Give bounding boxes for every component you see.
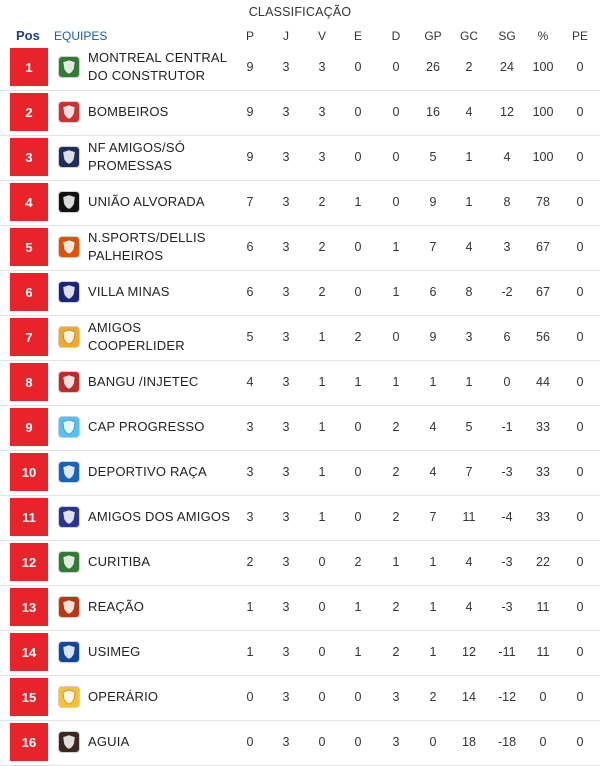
cell-goal-diff: -12: [497, 690, 517, 704]
cell-percentage: 44: [536, 375, 550, 389]
cell-wins: 1: [318, 375, 326, 389]
header-goal-diff[interactable]: SG: [498, 29, 516, 43]
team-shield-icon: [58, 641, 80, 663]
cell-games: 3: [282, 195, 290, 209]
position-badge: 15: [10, 678, 48, 716]
cell-wins: 1: [318, 465, 326, 479]
cell-points: 9: [246, 60, 254, 74]
cell-goals-against: 11: [462, 510, 476, 524]
team-shield-icon: [58, 551, 80, 573]
cell-points: 9: [246, 105, 254, 119]
cell-goal-diff: -3: [501, 600, 513, 614]
position-badge: 9: [10, 408, 48, 446]
position-badge: 16: [10, 723, 48, 761]
team-shield-icon: [58, 731, 80, 753]
cell-draws: 0: [354, 690, 362, 704]
table-row[interactable]: [0, 676, 600, 721]
cell-losses: 2: [392, 645, 400, 659]
position-badge: 8: [10, 363, 48, 401]
position-badge: 4: [10, 183, 48, 221]
cell-pe: 0: [576, 600, 584, 614]
cell-goal-diff: -2: [501, 285, 513, 299]
cell-wins: 0: [318, 600, 326, 614]
cell-games: 3: [282, 240, 290, 254]
position-badge: 11: [10, 498, 48, 536]
cell-losses: 0: [392, 150, 400, 164]
cell-draws: 1: [354, 645, 362, 659]
cell-goals-for: 5: [429, 150, 437, 164]
cell-pe: 0: [576, 555, 584, 569]
cell-games: 3: [282, 465, 290, 479]
cell-percentage: 56: [536, 330, 550, 344]
team-name[interactable]: REAÇÃO: [88, 599, 145, 614]
cell-losses: 2: [392, 510, 400, 524]
table-row[interactable]: [0, 91, 600, 136]
cell-goals-against: 4: [465, 240, 473, 254]
cell-percentage: 33: [536, 465, 550, 479]
cell-wins: 0: [318, 555, 326, 569]
cell-percentage: 33: [536, 420, 550, 434]
team-name[interactable]: VILLA MINAS: [88, 284, 170, 299]
cell-losses: 0: [392, 195, 400, 209]
cell-draws: 1: [354, 195, 362, 209]
cell-goal-diff: 0: [503, 375, 511, 389]
cell-percentage: 100: [532, 60, 554, 74]
cell-draws: 1: [354, 600, 362, 614]
cell-points: 0: [246, 690, 254, 704]
table-row[interactable]: [0, 541, 600, 586]
team-shield-icon: [58, 56, 80, 78]
cell-goal-diff: -18: [497, 735, 517, 749]
team-shield-icon: [58, 146, 80, 168]
cell-games: 3: [282, 510, 290, 524]
cell-percentage: 100: [532, 150, 554, 164]
cell-games: 3: [282, 285, 290, 299]
cell-points: 6: [246, 285, 254, 299]
team-name[interactable]: DEPORTIVO RAÇA: [88, 464, 207, 479]
cell-goal-diff: 12: [500, 105, 514, 119]
position-badge: 3: [10, 138, 48, 176]
cell-wins: 0: [318, 735, 326, 749]
cell-draws: 0: [354, 735, 362, 749]
cell-goal-diff: 24: [500, 60, 514, 74]
cell-goals-against: 18: [462, 735, 476, 749]
cell-wins: 3: [318, 105, 326, 119]
cell-points: 5: [246, 330, 254, 344]
position-badge: 10: [10, 453, 48, 491]
cell-pe: 0: [576, 60, 584, 74]
table-row[interactable]: [0, 586, 600, 631]
table-row[interactable]: [0, 406, 600, 451]
cell-points: 3: [246, 420, 254, 434]
cell-percentage: 22: [536, 555, 550, 569]
cell-pe: 0: [576, 510, 584, 524]
cell-points: 1: [246, 600, 254, 614]
team-name[interactable]: CAP PROGRESSO: [88, 419, 205, 434]
cell-draws: 0: [354, 510, 362, 524]
cell-games: 3: [282, 645, 290, 659]
cell-wins: 2: [318, 195, 326, 209]
header-games[interactable]: J: [283, 29, 289, 43]
position-badge: 14: [10, 633, 48, 671]
cell-draws: 2: [354, 330, 362, 344]
cell-games: 3: [282, 60, 290, 74]
cell-percentage: 11: [536, 645, 550, 659]
position-badge: 7: [10, 318, 48, 356]
cell-percentage: 78: [536, 195, 550, 209]
team-name[interactable]: NF AMIGOS/SÓ PROMESSAS: [88, 140, 186, 173]
cell-goals-for: 26: [426, 60, 440, 74]
team-shield-icon: [58, 686, 80, 708]
cell-goals-against: 12: [462, 645, 476, 659]
cell-draws: 1: [354, 375, 362, 389]
team-name[interactable]: USIMEG: [88, 644, 141, 659]
cell-goal-diff: -3: [501, 555, 513, 569]
cell-percentage: 33: [536, 510, 550, 524]
cell-games: 3: [282, 375, 290, 389]
cell-draws: 0: [354, 105, 362, 119]
cell-pe: 0: [576, 375, 584, 389]
header-percentage[interactable]: %: [537, 29, 549, 43]
cell-goals-for: 7: [429, 510, 437, 524]
cell-games: 3: [282, 735, 290, 749]
cell-games: 3: [282, 555, 290, 569]
cell-losses: 1: [392, 375, 400, 389]
cell-points: 4: [246, 375, 254, 389]
table-row[interactable]: [0, 451, 600, 496]
cell-percentage: 11: [536, 600, 550, 614]
cell-wins: 1: [318, 330, 326, 344]
team-name[interactable]: CURITIBA: [88, 554, 151, 569]
cell-draws: 0: [354, 60, 362, 74]
team-name[interactable]: UNIÃO ALVORADA: [88, 194, 205, 209]
cell-losses: 2: [392, 600, 400, 614]
table-row[interactable]: [0, 226, 600, 271]
cell-goals-against: 1: [465, 375, 473, 389]
position-badge: 5: [10, 228, 48, 266]
header-pe[interactable]: PE: [572, 29, 589, 43]
cell-draws: 0: [354, 465, 362, 479]
table-header: [0, 26, 600, 46]
table-row[interactable]: [0, 181, 600, 226]
cell-pe: 0: [576, 195, 584, 209]
cell-goal-diff: -11: [498, 645, 516, 659]
cell-percentage: 67: [536, 240, 550, 254]
cell-wins: 0: [318, 690, 326, 704]
cell-games: 3: [282, 420, 290, 434]
cell-goals-for: 4: [429, 420, 437, 434]
header-goals-for[interactable]: GP: [424, 29, 442, 43]
cell-goals-for: 1: [429, 645, 437, 659]
cell-pe: 0: [576, 330, 584, 344]
table-row[interactable]: [0, 46, 600, 91]
cell-goals-for: 1: [429, 555, 437, 569]
cell-draws: 0: [354, 150, 362, 164]
cell-goals-for: 16: [426, 105, 440, 119]
cell-goals-for: 2: [429, 690, 437, 704]
cell-wins: 1: [318, 510, 326, 524]
cell-points: 6: [246, 240, 254, 254]
cell-points: 1: [246, 645, 254, 659]
position-badge: 13: [10, 588, 48, 626]
cell-losses: 1: [392, 285, 400, 299]
cell-wins: 1: [318, 420, 326, 434]
position-badge: 6: [10, 273, 48, 311]
cell-points: 0: [246, 735, 254, 749]
cell-goals-for: 1: [429, 600, 437, 614]
header-losses[interactable]: D: [391, 29, 401, 43]
team-shield-icon: [58, 371, 80, 393]
cell-percentage: 0: [539, 735, 547, 749]
team-name[interactable]: N.SPORTS/DELLIS PALHEIROS: [88, 230, 206, 263]
header-draws[interactable]: E: [353, 29, 362, 43]
cell-pe: 0: [576, 735, 584, 749]
team-name[interactable]: AMIGOS COOPERLIDER: [88, 320, 185, 353]
cell-pe: 0: [576, 690, 584, 704]
cell-goals-against: 4: [465, 600, 473, 614]
table-row[interactable]: [0, 361, 600, 406]
cell-points: 9: [246, 150, 254, 164]
cell-draws: 0: [354, 420, 362, 434]
team-shield-icon: [58, 506, 80, 528]
cell-wins: 2: [318, 285, 326, 299]
cell-points: 3: [246, 465, 254, 479]
team-name[interactable]: BOMBEIROS: [88, 104, 169, 119]
cell-goals-against: 2: [465, 60, 473, 74]
cell-goal-diff: -4: [501, 510, 513, 524]
table-row[interactable]: [0, 271, 600, 316]
team-name[interactable]: AGUIA: [88, 734, 130, 749]
cell-goals-against: 3: [465, 330, 473, 344]
table-row[interactable]: [0, 721, 600, 766]
cell-pe: 0: [576, 285, 584, 299]
cell-goal-diff: -1: [501, 420, 513, 434]
cell-losses: 1: [392, 240, 400, 254]
table-row[interactable]: [0, 316, 600, 361]
cell-draws: 0: [354, 240, 362, 254]
cell-pe: 0: [576, 150, 584, 164]
team-name[interactable]: MONTREAL CENTRAL DO CONSTRUTOR: [88, 50, 227, 83]
cell-points: 3: [246, 510, 254, 524]
team-name[interactable]: BANGU /INJETEC: [88, 374, 199, 389]
position-badge: 2: [10, 93, 48, 131]
table-row[interactable]: [0, 631, 600, 676]
header-team[interactable]: EQUIPES: [54, 29, 108, 43]
cell-games: 3: [282, 330, 290, 344]
cell-losses: 0: [392, 60, 400, 74]
cell-goals-against: 5: [465, 420, 473, 434]
cell-goals-against: 1: [465, 195, 473, 209]
cell-wins: 0: [318, 645, 326, 659]
cell-pe: 0: [576, 645, 584, 659]
cell-goals-for: 6: [429, 285, 437, 299]
team-shield-icon: [58, 191, 80, 213]
team-name[interactable]: AMIGOS DOS AMIGOS: [88, 509, 231, 524]
team-shield-icon: [58, 461, 80, 483]
cell-points: 2: [246, 555, 254, 569]
team-shield-icon: [58, 326, 80, 348]
cell-percentage: 100: [532, 105, 554, 119]
cell-goals-against: 8: [465, 285, 473, 299]
cell-goals-against: 14: [462, 690, 476, 704]
section-title: CLASSIFICAÇÃO: [248, 5, 352, 19]
cell-goals-against: 1: [465, 150, 473, 164]
cell-goal-diff: 8: [503, 195, 511, 209]
cell-goal-diff: 3: [503, 240, 511, 254]
header-wins[interactable]: V: [317, 29, 326, 43]
header-points[interactable]: P: [245, 29, 254, 43]
position-badge: 1: [10, 48, 48, 86]
cell-goals-for: 1: [429, 375, 437, 389]
standings-table: [0, 46, 600, 766]
team-shield-icon: [58, 281, 80, 303]
cell-draws: 2: [354, 555, 362, 569]
cell-games: 3: [282, 690, 290, 704]
team-name[interactable]: OPERÁRIO: [88, 689, 159, 704]
cell-pe: 0: [576, 420, 584, 434]
position-badge: 12: [10, 543, 48, 581]
cell-goal-diff: 6: [503, 330, 511, 344]
cell-losses: 2: [392, 465, 400, 479]
cell-wins: 3: [318, 60, 326, 74]
cell-games: 3: [282, 150, 290, 164]
cell-points: 7: [246, 195, 254, 209]
team-shield-icon: [58, 236, 80, 258]
cell-goals-for: 9: [429, 195, 437, 209]
cell-pe: 0: [576, 240, 584, 254]
cell-percentage: 0: [539, 690, 547, 704]
cell-losses: 0: [392, 105, 400, 119]
table-row[interactable]: [0, 496, 600, 541]
header-goals-against[interactable]: GC: [460, 29, 478, 43]
cell-wins: 2: [318, 240, 326, 254]
team-shield-icon: [58, 101, 80, 123]
cell-goals-for: 4: [429, 465, 437, 479]
cell-goals-against: 7: [465, 465, 473, 479]
cell-losses: 2: [392, 420, 400, 434]
cell-goals-against: 4: [465, 105, 473, 119]
team-shield-icon: [58, 416, 80, 438]
cell-losses: 3: [392, 735, 400, 749]
cell-losses: 3: [392, 690, 400, 704]
cell-losses: 0: [392, 330, 400, 344]
cell-goals-for: 9: [429, 330, 437, 344]
cell-games: 3: [282, 105, 290, 119]
cell-goals-for: 7: [429, 240, 437, 254]
cell-pe: 0: [576, 105, 584, 119]
cell-wins: 3: [318, 150, 326, 164]
header-pos[interactable]: Pos: [16, 28, 40, 43]
table-row[interactable]: [0, 136, 600, 181]
cell-goals-for: 0: [429, 735, 437, 749]
cell-goal-diff: -3: [501, 465, 513, 479]
cell-pe: 0: [576, 465, 584, 479]
cell-percentage: 67: [536, 285, 550, 299]
cell-losses: 1: [392, 555, 400, 569]
cell-draws: 0: [354, 285, 362, 299]
team-shield-icon: [58, 596, 80, 618]
cell-goals-against: 4: [465, 555, 473, 569]
cell-goal-diff: 4: [503, 150, 511, 164]
cell-games: 3: [282, 600, 290, 614]
